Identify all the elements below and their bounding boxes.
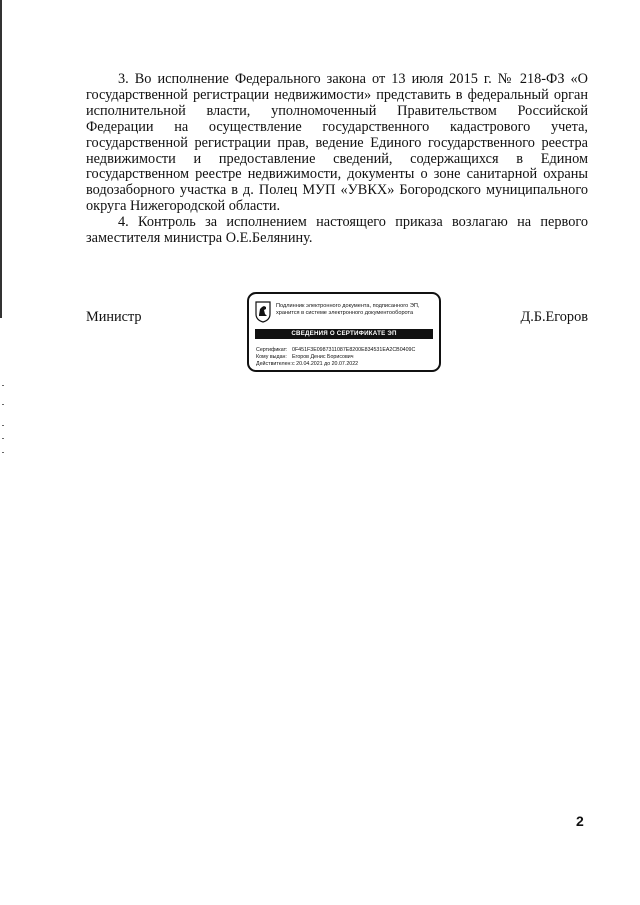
paragraph-4: 4. Контроль за исполнением настоящего приказа возлагаю на первого заместителя министра О.Е.Белянину. bbox=[86, 214, 588, 247]
page-number: 2 bbox=[576, 813, 584, 829]
edge-mark bbox=[2, 438, 4, 439]
valid-label: Действителен: bbox=[256, 361, 292, 367]
electronic-signature-stamp bbox=[247, 292, 441, 372]
paragraph-3: 3. Во исполнение Федерального закона от 13 июля 2015 г. № 218-ФЗ «О государственной регистрации недвижимости» представить в федеральный орган исполнительной власти, уполномоченный Правительством Российской Федерации на осуществление государственного кадастрового учета, государственной регистрации прав, ведение Единого государственного реестра недвижимости и предоставление сведений, содержащихся в Едином государственном реестре недвижимости, документы о зоне санитарной охраны водозаборного участка в д. Полец МУП «УВКХ» Богородского муниципального округа Нижегородской области. bbox=[86, 71, 588, 215]
document-body bbox=[86, 72, 588, 247]
owner-label: Кому выдан: bbox=[256, 354, 287, 360]
edge-mark bbox=[2, 385, 4, 386]
edge-mark bbox=[2, 452, 4, 453]
stamp-line-2: хранится в системе электронного документооборота bbox=[276, 310, 414, 316]
coat-of-arms-icon bbox=[255, 301, 271, 323]
signer-position: Министр bbox=[86, 309, 142, 325]
edge-mark bbox=[2, 425, 4, 426]
valid-value: с 20.04.2021 до 20.07.2022 bbox=[292, 361, 359, 367]
signer-name: Д.Б.Егоров bbox=[520, 309, 588, 325]
cert-label: Сертификат: bbox=[256, 347, 288, 353]
stamp-valid-row bbox=[256, 361, 358, 367]
owner-value: Егоров Денис Борисович bbox=[292, 354, 354, 360]
stamp-cert-row bbox=[256, 347, 415, 353]
page-edge-line bbox=[0, 0, 2, 318]
stamp-header: СВЕДЕНИЯ О СЕРТИФИКАТЕ ЭП bbox=[255, 329, 433, 339]
stamp-line-1: Подлинник электронного документа, подписанного ЭП, bbox=[276, 303, 420, 309]
stamp-owner-row bbox=[256, 354, 354, 360]
cert-value: 0F451F3E0987311087E8200E834531EA2CB0409C bbox=[292, 347, 416, 353]
edge-mark bbox=[2, 404, 4, 405]
